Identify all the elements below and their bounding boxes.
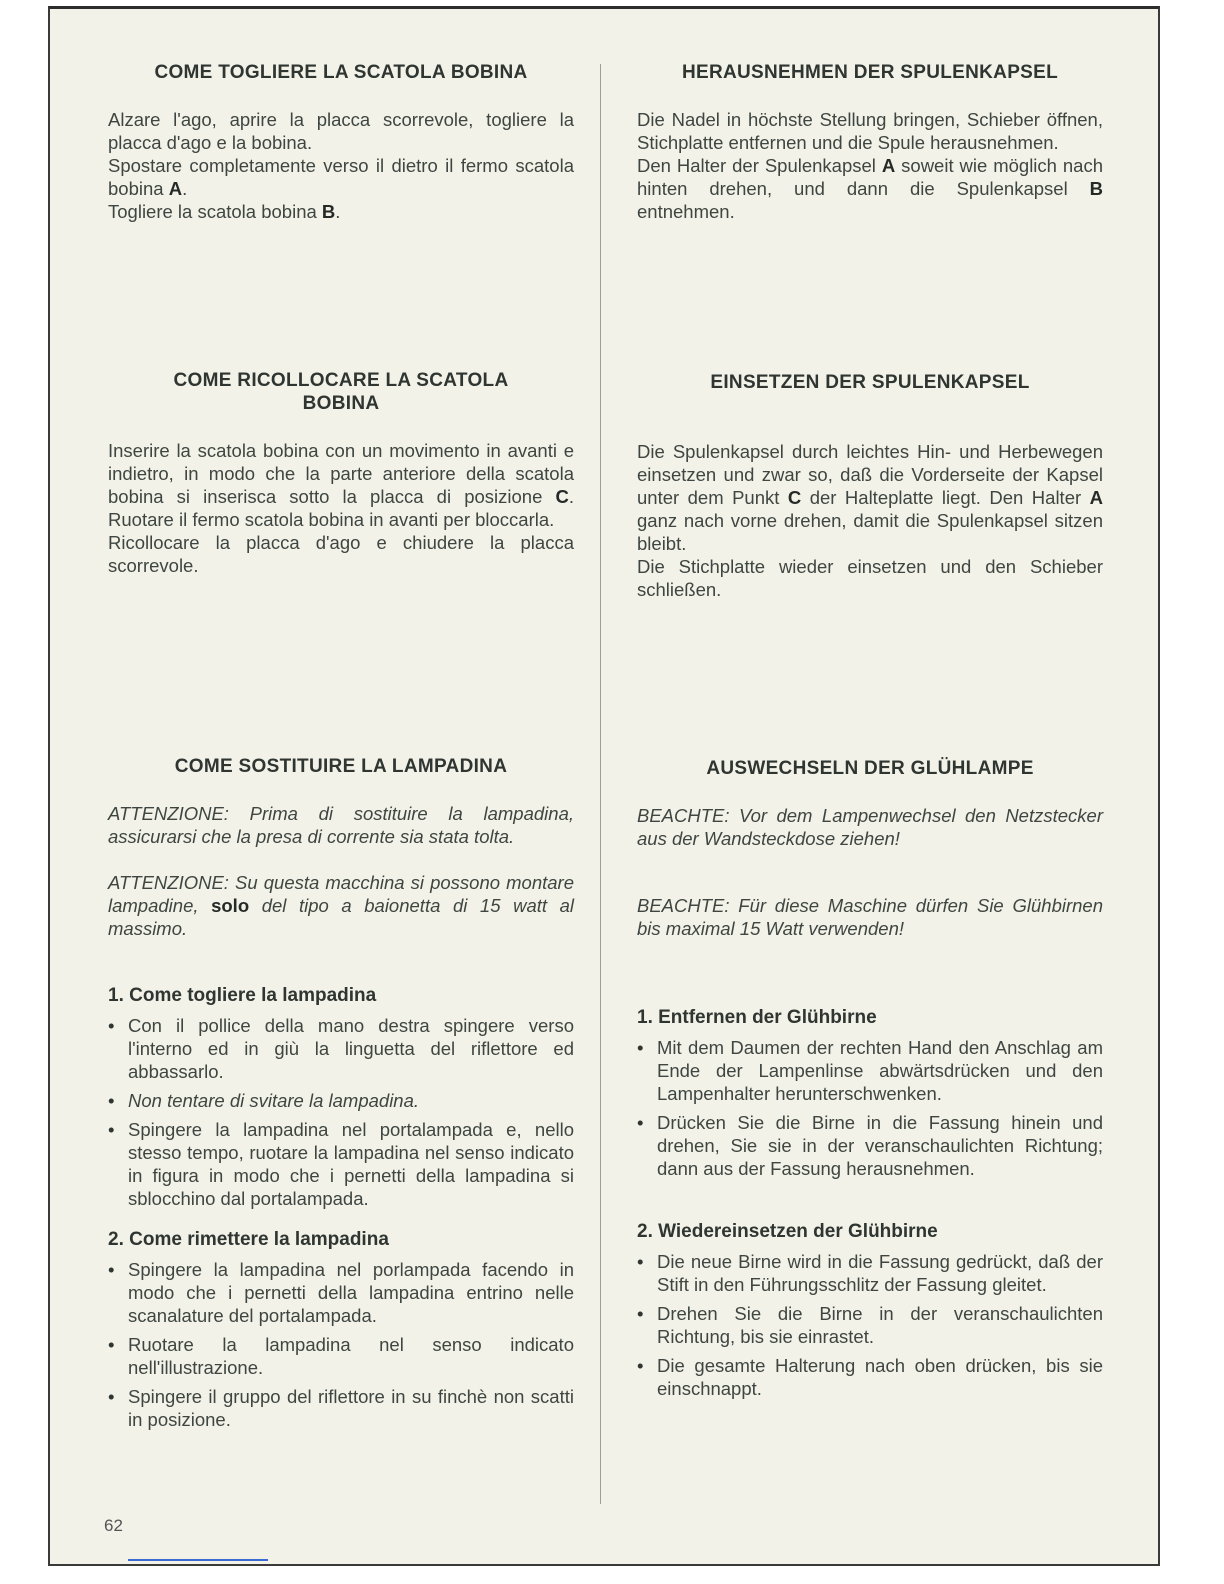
warning-text: BEACHTE: Für diese Maschine dürfen Sie Glühbirnen bis maximal 15 Watt verwenden! xyxy=(637,895,1103,939)
subheading: 2. Wiedereinsetzen der Glühbirne xyxy=(637,1221,938,1242)
warning-text: ATTENZIONE: Prima di sostituire la lampadina, assicurarsi che la presa di corrente sia stata tolta. xyxy=(108,803,574,847)
subheading: 1. Entfernen der Glühbirne xyxy=(637,1007,877,1028)
section-remove-bobbin-case-de xyxy=(637,61,1103,223)
paragraph: Spostare completamente verso il dietro il fermo scatola bobina A. xyxy=(108,155,574,199)
section-insert-bobbin-case-de xyxy=(637,371,1103,601)
bullet-list xyxy=(108,1014,574,1210)
list-item: • Drehen Sie die Birne in der veranschaulichten Richtung, bis sie einrastet. xyxy=(637,1303,1103,1347)
manual-page xyxy=(48,6,1160,1566)
column-divider xyxy=(600,64,601,1504)
page-number: 62 xyxy=(104,1516,123,1535)
list-item: • Drücken Sie die Birne in die Fassung hinein und drehen, Sie sie in der veranschaulichten Richtung; dann aus der Fassung herausnehmen. xyxy=(637,1112,1103,1179)
paragraph: Alzare l'ago, aprire la placca scorrevole, togliere la placca d'ago e la bobina. xyxy=(108,109,574,153)
paragraph: Die Spulenkapsel durch leichtes Hin- und Herbewegen einsetzen und zwar so, daß die Vorderseite der Kapsel unter dem Punkt C der Halteplatte liegt. Den Halter A ganz nach vorne drehen, damit die Spulenkapsel sitzen bleibt. xyxy=(637,441,1103,554)
list-item: • Ruotare la lampadina nel senso indicato nell'illustrazione. xyxy=(108,1334,574,1378)
list-item: • Die neue Birne wird in die Fassung gedrückt, daß der Stift in den Führungsschlitz der Fassung gleitet. xyxy=(637,1251,1103,1295)
paragraph: Den Halter der Spulenkapsel A soweit wie möglich nach hinten drehen, und dann die Spulenkapsel B entnehmen. xyxy=(637,155,1104,222)
section-replace-bulb-it xyxy=(108,755,574,1437)
section-title: COME RICOLLOCARE LA SCATOLA BOBINA xyxy=(173,370,509,414)
list-item: • Spingere la lampadina nel portalampada e, nello stesso tempo, ruotare la lampadina nel senso indicato in figura in modo che i pernetti della lampadina si sblocchino dal portalampada. xyxy=(108,1119,574,1209)
section-replace-bobbin-case-it xyxy=(108,369,574,577)
list-item: • Spingere il gruppo del riflettore in su finchè non scatti in posizione. xyxy=(108,1386,574,1430)
paragraph: Ricollocare la placca d'ago e chiudere la placca scorrevole. xyxy=(108,532,574,576)
paragraph: Die Stichplatte wieder einsetzen und den Schieber schließen. xyxy=(637,556,1103,600)
paragraph: Inserire la scatola bobina con un movimento in avanti e indietro, in modo che la parte anteriore della scatola bobina si inserisca sotto la placca di posizione C. Ruotare il fermo scatola bobina in avanti per bloccarla. xyxy=(108,440,574,530)
section-title: COME TOGLIERE LA SCATOLA BOBINA xyxy=(154,62,528,83)
section-title: HERAUSNEHMEN DER SPULENKAPSEL xyxy=(681,62,1059,83)
paragraph: Togliere la scatola bobina B. xyxy=(108,201,341,222)
section-title: COME SOSTITUIRE LA LAMPADINA xyxy=(174,756,508,777)
section-title: EINSETZEN DER SPULENKAPSEL xyxy=(710,372,1030,393)
list-item: • Die gesamte Halterung nach oben drücken, bis sie einschnappt. xyxy=(637,1355,1103,1399)
list-item: • Non tentare di svitare la lampadina. xyxy=(108,1090,420,1111)
warning-text: ATTENZIONE: Su questa macchina si possono montare lampadine, solo del tipo a baionetta di 15 watt al massimo. xyxy=(108,872,574,939)
list-item: • Con il pollice della mano destra spingere verso l'interno ed in giù la linguetta del riflettore ed abbassarlo. xyxy=(108,1015,574,1082)
bullet-list xyxy=(108,1258,574,1431)
bottom-rule xyxy=(128,1559,268,1561)
section-replace-bulb-de xyxy=(637,757,1103,1406)
bullet-list xyxy=(637,1250,1103,1400)
subheading: 2. Come rimettere la lampadina xyxy=(108,1229,389,1250)
list-item: • Spingere la lampadina nel porlampada facendo in modo che i pernetti della lampadina entrino nelle scanalature del portalampada. xyxy=(108,1259,574,1326)
list-item: • Mit dem Daumen der rechten Hand den Anschlag am Ende der Lampenlinse abwärtsdrücken und den Lampenhalter herunterschwenken. xyxy=(637,1037,1103,1104)
section-remove-bobbin-case-it xyxy=(108,61,574,223)
section-title: AUSWECHSELN DER GLÜHLAMPE xyxy=(706,758,1034,779)
bullet-list xyxy=(637,1036,1103,1180)
paragraph: Die Nadel in höchste Stellung bringen, Schieber öffnen, Stichplatte entfernen und die Spule herausnehmen. xyxy=(637,109,1103,153)
warning-text: BEACHTE: Vor dem Lampenwechsel den Netzstecker aus der Wandsteckdose ziehen! xyxy=(637,805,1103,849)
subheading: 1. Come togliere la lampadina xyxy=(108,985,377,1006)
